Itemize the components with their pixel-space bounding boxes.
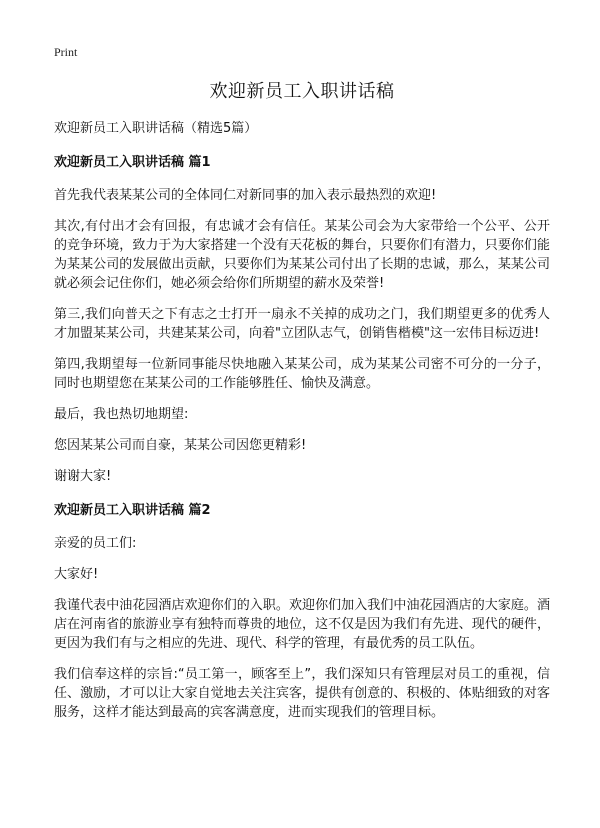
- paragraph: 首先我代表某某公司的全体同仁对新同事的加入表示最热烈的欢迎!: [54, 188, 437, 203]
- paragraph: 您因某某公司而自豪，某某公司因您更精彩!: [54, 438, 307, 453]
- print-link[interactable]: Print: [54, 45, 78, 59]
- paragraph: 大家好!: [54, 567, 99, 582]
- page-title: 欢迎新员工入职讲话稿: [209, 81, 395, 102]
- section-heading-2: 欢迎新员工入职讲话稿 篇2: [54, 503, 211, 518]
- paragraph: 我们信奉这样的宗旨:“员工第一，顾客至上”，我们深知只有管理层对员工的重视，信任、激励，才可以让大家自觉地去关注宾客，提供有创意的、积极的、体贴细致的对客服务，这样才能达到最高的宾客满意度，进而实现我们的管理目标。: [54, 667, 550, 720]
- paragraph: 最后，我也热切地期望:: [54, 407, 189, 422]
- paragraph: 其次,有付出才会有回报，有忠诚才会有信任。某某公司会为大家带给一个公平、公开的竞争环境，致力于为大家搭建一个没有天花板的舞台，只要你们有潜力，只要你们能为某某公司的发展做出贡献，只要你们为某某公司付出了长期的忠诚，那么，某某公司就必须会记住你们，她必须会给你们所期望的薪水及荣誉!: [54, 219, 550, 291]
- paragraph: 我谨代表中油花园酒店欢迎你们的入职。欢迎你们加入我们中油花园酒店的大家庭。酒店在河南省的旅游业享有独特而尊贵的地位，这不仅是因为我们有先进、现代的硬件，更因为我们有与之相应的先进、现代、科学的管理，有最优秀的员工队伍。: [54, 598, 550, 651]
- paragraph: 亲爱的员工们:: [54, 536, 137, 551]
- section-heading-1: 欢迎新员工入职讲话稿 篇1: [54, 155, 211, 170]
- paragraph: 第四,我期望每一位新同事能尽快地融入某某公司，成为某某公司密不可分的一分子，同时也期望您在某某公司的工作能够胜任、愉快及满意。: [54, 357, 550, 391]
- paragraph: 第三,我们向普天之下有志之士打开一扇永不关掉的成功之门，我们期望更多的优秀人才加盟某某公司，共建某某公司，向着"立团队志气，创销售楷模"这一宏伟目标迈进!: [54, 307, 550, 341]
- paragraph: 谢谢大家!: [54, 469, 112, 484]
- document-subtitle: 欢迎新员工入职讲话稿（精选5篇）: [54, 121, 258, 136]
